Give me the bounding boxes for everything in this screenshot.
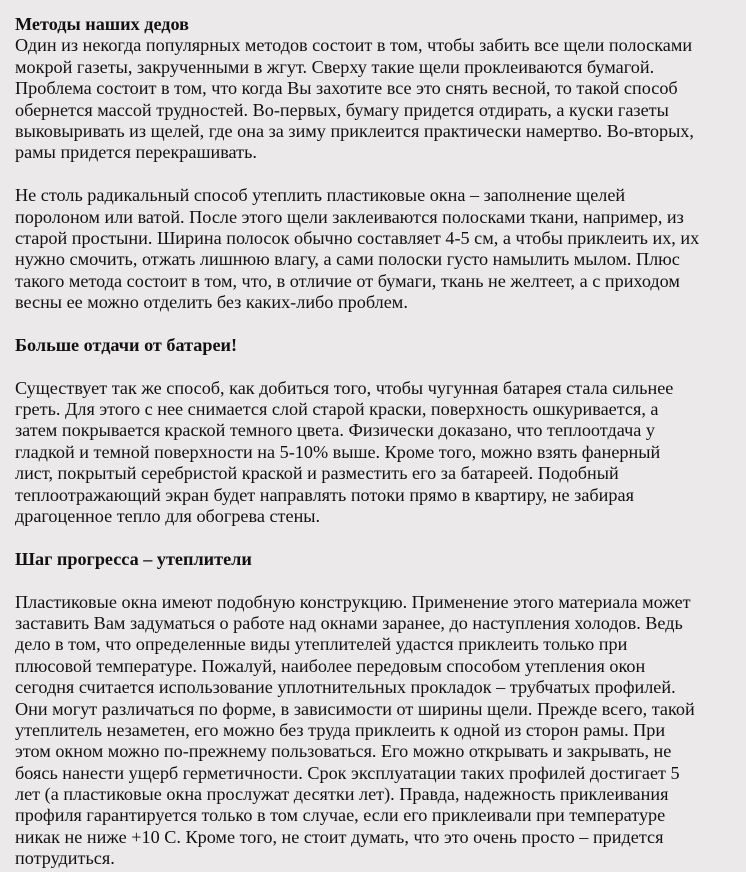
text-line: Проблема состоит в том, что когда Вы захотите все это снять весной, то такой способ — [15, 78, 678, 99]
section-battery — [15, 335, 732, 528]
text-line: никак не ниже +10 С. Кроме того, не стоит думать, что это очень просто – придется — [15, 826, 664, 847]
text-line: профиля гарантируется только в том случае, если его приклеивали при температуре — [15, 805, 666, 826]
text-line: плюсовой температуре. Пожалуй, наиболее передовым способом утепления окон — [15, 655, 646, 676]
text-line: весны ее можно отделить без каких-либо проблем. — [15, 292, 408, 313]
text-line: обернется массой трудностей. Во-первых, бумагу придется отдирать, а куски газеты — [15, 99, 669, 120]
paragraph-spacer — [15, 164, 732, 185]
text-line: лет (а пластиковые окна прослужат десятки лет). Правда, надежность приклеивания — [15, 784, 669, 805]
section-heading: Шаг прогресса – утеплители — [15, 548, 252, 569]
text-line: боясь нанести ущерб герметичности. Срок эксплуатации таких профилей достигает 5 — [15, 762, 680, 783]
section-grandfathers-methods — [15, 14, 732, 313]
text-line: Не столь радикальный способ утеплить пластиковые окна – заполнение щелей — [15, 185, 626, 206]
text-line: греть. Для этого с нее снимается слой старой краски, поверхность ошкуривается, а — [15, 399, 659, 420]
text-line: рамы придется перекрашивать. — [15, 142, 257, 163]
section-heading: Больше отдачи от батареи! — [15, 334, 238, 355]
text-line: этом окном можно по-прежнему пользоваться. Его можно открывать и закрывать, не — [15, 741, 672, 762]
text-line: поролоном или ватой. После этого щели заклеиваются полосками ткани, например, из — [15, 206, 684, 227]
section-spacer — [15, 313, 732, 334]
paragraph — [15, 185, 732, 313]
paragraph — [15, 35, 732, 163]
text-line: нужно смочить, отжать лишнюю влагу, а сами полоски густо намылить мылом. Плюс — [15, 249, 680, 270]
text-line: заставить Вам задуматься о работе над окнами заранее, до наступления холодов. Ведь — [15, 612, 683, 633]
text-line: Существует так же способ, как добиться того, чтобы чугунная батарея стала сильнее — [15, 377, 674, 398]
heading-spacer — [15, 356, 732, 377]
paragraph — [15, 378, 732, 528]
text-line: Один из некогда популярных методов состоит в том, чтобы забить все щели полосками — [15, 35, 693, 56]
text-line: выковыривать из щелей, где она за зиму приклеится практически намертво. Во-вторых, — [15, 120, 694, 141]
text-line: старой простыни. Ширина полосок обычно составляет 4-5 см, а чтобы приклеить их, их — [15, 227, 700, 248]
text-line: затем покрывается краской темного цвета. Физически доказано, что теплоотдача у — [15, 420, 655, 441]
text-line: дело в том, что определенные виды утеплителей удастся приклеить только при — [15, 634, 628, 655]
text-line: лист, покрытый серебристой краской и разместить его за батареей. Подобный — [15, 463, 619, 484]
text-line: утеплитель незаметен, его можно без труда приклеить к одной из сторон рамы. При — [15, 719, 666, 740]
text-line: Пластиковые окна имеют подобную конструкцию. Применение этого материала может — [15, 591, 691, 612]
text-line: драгоценное тепло для обогрева стены. — [15, 505, 321, 526]
heading-spacer — [15, 570, 732, 591]
text-line: мокрой газеты, закрученными в жгут. Сверху такие щели проклеиваются бумагой. — [15, 56, 655, 77]
text-line: гладкой и темной поверхности на 5-10% выше. Кроме того, можно взять фанерный — [15, 441, 661, 462]
paragraph — [15, 592, 732, 870]
text-line: такого метода состоит в том, что, в отличие от бумаги, ткань не желтеет, а с приходом — [15, 270, 680, 291]
text-line: потрудиться. — [15, 848, 115, 869]
text-line: теплоотражающий экран будет направлять потоки прямо в квартиру, не забирая — [15, 484, 634, 505]
section-heading: Методы наших дедов — [15, 14, 189, 34]
text-line: Они могут различаться по форме, в зависимости от ширины щели. Прежде всего, такой — [15, 698, 695, 719]
text-line: сегодня считается использование уплотнительных прокладок – трубчатых профилей. — [15, 677, 676, 698]
section-insulators — [15, 549, 732, 870]
section-spacer — [15, 527, 732, 548]
